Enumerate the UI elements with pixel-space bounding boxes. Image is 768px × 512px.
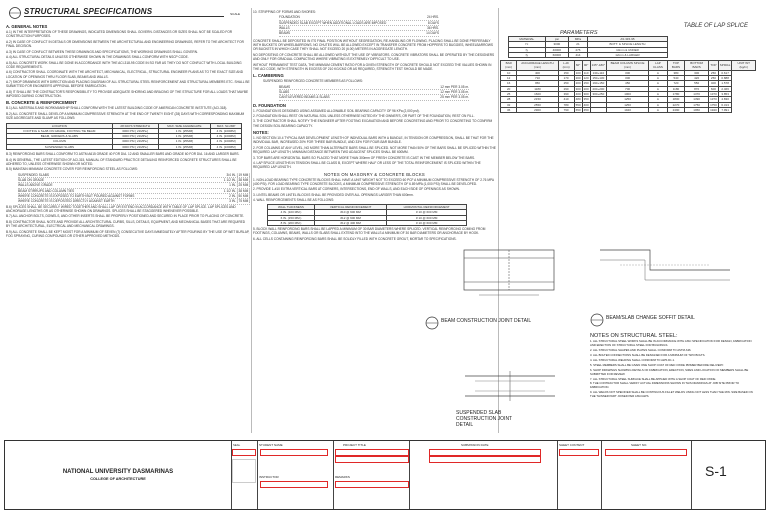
- masonry-note: 5. BLOCK WALL REINFORCING BARS SHALL BE LAPPED A MINIMUM OF 30 BAR DIAMETERS WHERE SPLICED. VERTICAL REINFORCING COMING FROM FOOTINGS, COLUMNS, BEAMS, WALLS OR SLABS SHALL EXTEND INTO THE WALLS A MINIMUM OF 30 BAR DIAMETERS OR ANCHORAGE BY HOOK.: [253, 227, 487, 236]
- table-row: 10 400 150 100 110 130+110 300 A 380 300 250 0.617: [501, 70, 756, 75]
- soffit-detail: [590, 230, 740, 310]
- table-header: WALL THICKNESS: [268, 204, 315, 209]
- concrete-note: B.6) SPLICES SHALL BE SECURELY WIRED TOGETHER AND SHALL LAP OR EXTEND IN ACCORDANCE WITH TABLE OF LAP SPLICE. LAP SPLICES AND ANCHORAGE LENGTHS OR AS OTHERWISE SHOWN ON DRAWINGS. SPLICES SHALL BE STAGGERED WHENEVER POSSIBLE.: [6, 204, 237, 213]
- camber-row: CANTILEVERED BEAMS & SLABS 25 mm PER 3.05 m.: [279, 95, 469, 100]
- foundation-note: 3. THE CONTRACTOR SHALL NOTIFY THE ENGINEER AFTER FOOTING EXCAVATION AND BEFORE CONCRETING AND PRIOR TO CONCRETING TO CONFIRM THE DESIGN SOIL BEARING CAPACITY.: [253, 119, 494, 128]
- general-note: A.3) IN CASE OF CONFLICT BETWEEN THESE DRAWINGS AND SPECIFICATIONS, THE WORKING DRAWINGS SHALL GOVERN.: [6, 49, 198, 54]
- table-row: BEAM, GIRDERS & SLABS 3000 PSI [ 21MPa ] 1 IN. [25MM] 4 IN. [100MM]: [7, 134, 242, 139]
- general-note: A.5) ALL CONCRETE WORK SHALL BE DONE IN ACCORDANCE WITH THE ACI-318-95 CODE IN SO FAR AS THEY DO NOT CONFLICT WITH LOCAL BUILDING CODE REQUIREMENTS.: [6, 60, 243, 69]
- beam-joint-label: BEAM CONSTRUCTION JOINT DETAIL: [425, 316, 545, 330]
- student-cell: STUDENT NAME INSTRUCTOR: [257, 441, 334, 509]
- development-note: 4. LAP SPLICE LENGTHS IN TENSION SHALL BE CLASS B, EXCEPT WHERE HALF OR LESS OF THE TOTAL REINFORCEMENT IS SPLICED WITHIN THE REQUIRED LAP LENGTH.: [253, 161, 482, 170]
- sheet-content-cell: SHEET CONTENT: [557, 441, 602, 509]
- concrete-note: B.1) ALL MATERIALS AND WORKMANSHIP SHALL CONFORM WITH THE LATEST BUILDING CODE OF AMERICAN CONCRETE INSTITUTE (ACI-318).: [6, 106, 228, 111]
- sheet-no-cell: SHEET NO.: [601, 441, 692, 509]
- sheet-header: [8, 6, 248, 20]
- cover-row: SUSPENDED SLABS 3/4 IN. [ 19 MM ]: [18, 172, 250, 177]
- drawing-mark-icon: [8, 6, 22, 20]
- table-row: 20 1180 290 300 200 200+200 700 A 1180 870 600 2.466: [501, 86, 756, 91]
- table-row: 32 2550 780 550 400 1250 A 2270 1750 1750 6.313: [501, 102, 756, 107]
- foundation-list: [253, 109, 496, 129]
- concrete-cover-list: [6, 173, 250, 205]
- camber-subtitle: SUSPENDED REINFORCED CONCRETE MEMBERS AS FOLLOWS:: [263, 79, 363, 84]
- concrete-note: B.9) ALL CONCRETE SHALL BE KEPT MOIST FOR A MINIMUM OF SEVEN (7) CONSECUTIVE DAYS IMMEDIATELY AFTER POURING BY THE USE OF WET BURLAP, FOG SPRAYING, CURING COMPOUNDS OR OTHER APPROVED METHODS.: [6, 229, 251, 238]
- lap-table-title: TABLE OF LAP SPLICE: [683, 23, 748, 29]
- table-header: TOP: [709, 61, 719, 71]
- table-header: ANCHORAGE LENGTH (mm): [517, 61, 558, 71]
- project-title-field-2[interactable]: [335, 456, 409, 463]
- wall-reinforcement-table: [267, 204, 467, 226]
- development-note: 1. NO SECTION 10.4 TYPICAL BAR DEVELOPMENT LENGTH OF INDIVIDUAL BARS WITH A BUNDLE, IN TENSION OR COMPRESSION, SHALL BE THAT FOR THE INDIVIDUAL BAR, INCREASED 20% FOR THREE BAR BUNDLE, AND 33% FOR FOUR-BAR BUNDLE.: [253, 136, 495, 145]
- placing-notes: [253, 39, 496, 71]
- table-header: MATERIAL: [509, 37, 546, 42]
- stripping-row: FOUNDATION 24 HRS.: [279, 15, 439, 20]
- general-note: A.8) IT SHALL BE THE CONTRACTOR'S RESPONSIBILITY TO PROVIDE ADEQUATE SHORING AND BRACING OF THE STRUCTURE FOR ALL LOADS THAT MAYBE IMPOSED DURING CONSTRUCTION.: [6, 89, 250, 99]
- slab-joint-label: SUSPENDED SLAB CONSTRUCTION JOINT DETAIL: [456, 410, 513, 428]
- table-header: LOCATION: [7, 123, 113, 128]
- table-header: psi: [545, 37, 568, 42]
- table-header: L.dh (mm): [558, 61, 574, 71]
- table-header: MAX. SLUMP: [211, 123, 242, 128]
- table-header: VERTICAL REINFORCEMENT: [314, 204, 386, 209]
- steel-note: 3. ALL BOLTED CONNECTIONS SHALL BE DESIGNED FOR A MINIMUM OF TWO BOLTS.: [590, 352, 706, 357]
- seal-cell: SEAL: [231, 441, 258, 509]
- parameters-table: [508, 36, 668, 58]
- table-header: AS 315-95: [587, 37, 667, 42]
- table-header: BOTTOM BARS: [685, 61, 709, 71]
- table-row: 12 710 170 200 120 150+130 300 A 540 420 250 0.888: [501, 76, 756, 81]
- section-heading-foundation: D. FOUNDATION: [253, 102, 286, 108]
- camber-row: BEAMS 12 mm PER 3.05 m.: [279, 84, 469, 89]
- project-title-field[interactable]: [335, 449, 409, 456]
- concrete-notes-list: [6, 106, 250, 120]
- general-note: A.4) ALL STRUCTURAL DETAILS UNLESS OTHERWISE SHOWN IN THE DRAWINGS SHALL CONFORM WITH NSCP CODE.: [6, 55, 189, 60]
- table-row: COLUMN 3000 PSI [ 21MPa ] 1 IN. [25MM] 4 IN. [100MM]: [7, 139, 242, 144]
- table-header: 60°: [574, 61, 582, 71]
- steel-note: 8. THE CONTRACTOR SHALL VERIFY ACTUAL DIMENSIONS SHOWN IN THIS DRAWINGS AT JOB SITE PRIOR TO FABRICATION.: [590, 381, 740, 390]
- development-note: 2. FOR COLUMNS AT ANY LEVEL, NO MORE THAN ALTERNATE BARS SHALL BE SPLICED. NOT MORE THAN 50% OF THE BARS SHALL BE SPLICED WITHIN THE REQUIRED LAP LENGTH, MINIMUM DISTANCE BETWEEN TWO ADJACENT SPLICES SHALL BE 600MM.: [253, 145, 497, 155]
- section-heading-notes: NOTES:: [253, 130, 269, 136]
- table-row: 16 950 250 200 150 190+150 450 A 720 550 400 1.578: [501, 81, 756, 86]
- table-header: BEAM COLUMN SPLICE (mm): [607, 61, 649, 71]
- school-cell: [5, 441, 232, 509]
- school-name: NATIONAL UNIVERSITY DASMARINAS: [62, 469, 174, 475]
- submission-date-field-2[interactable]: [429, 456, 541, 463]
- concrete-notes-list-3: [6, 205, 250, 239]
- steel-notes-list: [590, 340, 758, 399]
- lap-splice-table: [500, 60, 756, 113]
- section-marker-icon: [590, 313, 604, 327]
- scale-label: SCALE: [230, 12, 240, 16]
- sheet-id: S-1: [705, 463, 727, 479]
- masonry-note: 6. ALL CELLS CONTAINING REINFORCING BARS SHALL BE SOLIDLY FILLED WITH CONCRETE GROUT, MORTAR TO SPECIFICATIONS.: [253, 236, 457, 241]
- table-header: UNIT WT (kg/m): [732, 61, 756, 71]
- table-row: 25 1600 390 400 300 300+250 1000 A 1780 1370 1370 3.853: [501, 91, 756, 96]
- remarks-field[interactable]: [335, 481, 409, 488]
- table-header: HORIZONTAL REINFORCEMENT: [387, 204, 467, 209]
- stripping-row: SUSPENDED SLAB EXCEPT WHEN ADDITIONAL LOADS ARE IMPOSED 8 DAYS: [279, 20, 439, 25]
- concrete-strength-table: [6, 123, 242, 150]
- placing-note: WITHOUT PERMANENT TEST DATA, THE MINIMUM CEMENT RATIO FOR A GIVEN STRENGTH OF CONCRETE SHOULD NOT EXCEED THE VALUES SHOWN IN THE ACI CODE, WITH STRENGTH IN EXCESS OF 210 KG/CM2 OR AS REQUIRED, STRENGTH TEST SHOULD BE MADE.: [253, 62, 493, 71]
- student-name-field[interactable]: [260, 449, 328, 456]
- steel-note: 2. ALL STRUCTURAL SHAPES AND PLATES SHALL CONFORM TO ASTM A36.: [590, 347, 692, 352]
- concrete-note: B.2) ALL CONCRETE SHALL DEVELOP A MINIMUM COMPRESSIVE STRENGTH AT THE END OF TWENTY EIGHT (28) DAYS WITH CORRESPONDING MAXIMUM SIZE AGGREGATE AND SLUMP AS FOLLOWS:: [6, 111, 246, 121]
- table-header: MAX. SIZE AGGREGATE: [158, 123, 211, 128]
- seal-notes: [232, 459, 256, 483]
- steel-note: 9. ALL WELDS NOT SPECIFIED SHALL BE CONTINUOUS FILLET WELDS USING NOT LESS THAN THE MIN. SIZE BASED ON THE THINNER PART JOINED PER AISC/AWS.: [590, 390, 754, 399]
- placing-note: CONCRETE SHALL BE DEPOSITED IN ITS FINAL POSITION WITHOUT SEGREGATION, RE-HANDLING OR FLOWING. PLACING SHALL BE DONE PREFERABLY WITH BUCKETS OR WHEELBARROWS. NO CHUTES WILL BE ALLOWED EXCEPT IN TRANSFER CONCRETE FROM HOPPERS TO BUGGIES, WHEELBARROWS OR BUCKETS IN WHICH CASE THEY SHALL NOT EXCEED 20 (6.00) METERS IN AGGREGATE LENGTH.: [253, 38, 494, 52]
- section-marker-icon: [425, 316, 439, 330]
- concrete-note: B.4) IN GENERAL, THE LATEST EDITION OF ACI-315, MANUAL OF STANDARD PRACTICE DETAILING REINFORCED CONCRETE STRUCTURES SHALL BE ADHERED TO, UNLESS OTHERWISE SHOWN OR NOTED.: [6, 157, 238, 166]
- column-divider: [251, 8, 252, 433]
- section-heading-camber: L. CAMBERING: [253, 73, 284, 79]
- steel-heading: NOTES ON STRUCTURAL STEEL:: [590, 333, 678, 339]
- submission-cell: SUBMISSION DATE: [409, 441, 558, 509]
- submission-date-field[interactable]: [429, 449, 541, 456]
- section-heading-masonry: NOTES ON MASONRY & CONCRETE BLOCKS: [323, 171, 426, 177]
- cover-row: BEAM STIRRUPS AND COLUMN TIES 1 1/2 IN. [ 38 MM ]: [18, 188, 250, 193]
- placing-note: NO DEPOSITING OF CONCRETE SHALL BE ALLOWED WITHOUT THE USE OF VIBRATORS. CONCRETE VIBRATORS SHALL BE OPERATED BY THE DESIGNERS AND ONLY FOR GRADUAL COMPACTING WHERE VIBRATING IS EXTREMELY DIFFICULT TO USE.: [253, 52, 495, 62]
- masonry-note: 4. WALL REINFORCEMENTS SHALL BE AS FOLLOWS:: [253, 198, 335, 203]
- table-row: fy 60000 414 12mm & LARGER: [509, 52, 668, 57]
- concrete-note: B.3) REINFORCING BARS SHALL CONFORM TO ASTM A615 GRADE 40 FOR DIA. 12 AND SMALLER BARS AND GRADE 60 FOR DIA. 16 AND LARGER BARS.: [6, 152, 240, 157]
- seal-field[interactable]: [232, 449, 256, 456]
- general-notes-list: [6, 30, 250, 98]
- stripping-list: [253, 15, 439, 36]
- steel-note: 1. ALL STRUCTURAL STEEL WORKS SHALL BE IN ACCORDANCE WITH AISC SPECIFICATION FOR DESIGN, FABRICATION AND ERECTION OF STRUCTURAL STEEL FOR BUILDINGS.: [590, 339, 753, 347]
- page-title: STRUCTURAL SPECIFICATIONS: [24, 7, 153, 16]
- table-row: SUSPENDED SLABS 3000 PSI [ 21MPa ] 1 IN. [25MM] 4 IN. [100MM]: [7, 144, 242, 149]
- stripping-heading: 10. STRIPPING OF FORMS AND SHORES:: [253, 10, 316, 14]
- table-header: 28 DAYS STRENGTH: [112, 123, 158, 128]
- general-note: A.7) SHOP DRAWINGS WITH DIRECTION AND PLACING DIAGRAM OF ALL STRUCTURAL STEEL REINFORCEMENT AND STRUCTURAL MEMBERS ETC. SHALL BE SUBMITTED FOR ENGINEER'S APPROVAL BEFORE FABRICATION.: [6, 80, 251, 89]
- masonry-list: [253, 178, 496, 203]
- stripping-row: BEAMS 14 DAYS: [279, 31, 439, 36]
- table-header: LAP CLASS: [649, 61, 668, 71]
- camber-list: [253, 85, 469, 101]
- section-heading-concrete: B. CONCRETE & REINFORCEMENT: [6, 100, 77, 106]
- table-header: TOP BARS: [667, 61, 684, 71]
- foundation-note: 2. FOUNDATION SHALL REST ON NATURAL SOIL UNLESS OTHERWISE NOTED BY THE OWNER'S, OR PART OF THE FOUNDATION, REST ON FILL.: [253, 113, 475, 118]
- steel-notes: [590, 333, 758, 400]
- camber-row: SLABS 12 mm PER 3.05 m.: [279, 89, 469, 94]
- parameters-title: PARAMETERS: [560, 30, 598, 36]
- table-row: fy 40000 276 10mm & UNDER: [509, 47, 668, 52]
- general-note: A.2) IN CASE OF CONFLICT IN DETAILS OR DIMENSIONS BETWEEN THE ARCHITECTURAL AND ENGINEERING DRAWINGS, REFER TO THE ARCHITECT FOR FINAL DECISION.: [6, 39, 245, 49]
- concrete-note: B.5) MAINTAIN MINIMUM CONCRETE COVER FOR REINFORCING STEEL AS FOLLOWS:: [6, 167, 138, 172]
- table-row: FOOTING & SLAB ON GRADE, FOOTING TIE BEAM 3000 PSI [ 21MPa ] 1 IN. [25MM] 4 IN. [100MM]: [7, 128, 242, 133]
- cover-row: WHERE CONCRETE IS DEPOSITED DIRECTLY AGAINST EARTH 3 IN. [ 75 MM ]: [18, 199, 250, 204]
- masonry-note: 2. PROVIDE 1-#10 EXTRA VERTICAL BARS AT CORNERS, INTERSECTIONS, END OF WALLS, AND EACH SIDE OF OPENINGS AS SHOWN.: [253, 187, 460, 192]
- table-header: MPa: [569, 37, 588, 42]
- sheet-no-field[interactable]: [605, 449, 687, 456]
- steel-note: 5. STEEL MEMBERS SHALL BE GIVEN ONE SHOP COAT OF RED OXIDE PRIMER BEFORE DELIVERY.: [590, 362, 724, 367]
- general-note: A.6) CONTRACTOR SHALL COORDINATE WITH THE ARCHITECT, MECHANICAL, ELECTRICAL, STRUCTURAL ENGINEER PLANS AS TO THE EXACT SIZE AND LOCATION OF OPENINGS THRU FLOOR SLAB, BEAMS AND WALLS.: [6, 70, 244, 79]
- instructor-field[interactable]: [260, 481, 328, 488]
- table-row: f'c 3000 21 BOTT. & SPLICE LENGTH: [509, 42, 668, 47]
- cover-row: WALLS ABOVE GRADE 1 IN. [ 25 MM ]: [18, 183, 250, 188]
- development-note: 3. TOP BARS ARE HORIZONTAL BARS SO PLACED THAT MORE THAN 300mm OF FRESH CONCRETE IS CAST IN THE MEMBER BELOW THE BARS.: [253, 155, 476, 160]
- table-row: 6 IN. (150 MM.) #12 @ 600 MM # 10 @ 600 MM: [268, 215, 467, 220]
- table-header: BAR (mm): [501, 61, 517, 71]
- masonry-note: 3. LINTEL BEAMS OR LINTEL BLOCKS SHALL BE PROVIDED OVER ALL OPENINGS LARGER THAN 600mm.: [253, 192, 414, 197]
- table-row: 8 IN. (200 MM.) #12 @ 400 MM # 10 @ 600 MM: [268, 220, 467, 225]
- concrete-notes-list-2: [6, 152, 250, 172]
- table-header: 90°: [582, 61, 590, 71]
- table-header: SPIRAL: [718, 61, 732, 71]
- general-note: A.1) IN THE INTERPRETATION OF THESE DRAWINGS, INDICATED DIMENSIONS SHALL GOVERN. DISTANCES OR SIZES SHALL NOT BE SCALED FOR CONSTRUCTION PURPOSES.: [6, 30, 233, 39]
- table-row: 36 2900 790 650 450 1940 A 2490 1950 1940 7.991: [501, 107, 756, 112]
- foundation-note: 1. FOUNDATION IS DESIGNED USING ASSUMED ALLOWABLE SOIL BEARING CAPACITY OF 96 KPa (2,000 psf).: [253, 108, 420, 113]
- sheet-content-field[interactable]: [559, 449, 599, 456]
- steel-note: 6. SHOP DRAWINGS SHOWING DETAILS OF FABRICATION, ERECTION, SIZES AND LOCATION OF MEMBERS SHALL BE SUBMITTED FOR REVIEW.: [590, 367, 750, 376]
- cover-row: SLAB ON GRADE 1 1/2 IN. [ 38 MM ]: [18, 178, 250, 183]
- column-general-concrete: [6, 22, 250, 437]
- table-row: 4 IN. (100 MM.) #10 @ 600 MM # 10 @ 600 MM: [268, 210, 467, 215]
- project-cell: PROJECT TITLE REMARKS: [333, 441, 410, 509]
- college-name: COLLEGE OF ARCHITECTURE: [90, 477, 146, 481]
- masonry-note: 1. NON-LOAD BEARING TYPE CONCRETE BLOCKS SHALL HAVE A UNIT WEIGHT NOT TO EXCEED 60 PCF A MINIMUM COMPRESSIVE STRENGTH OF 2.76 MPA (400 PSI). FOR LOAD BEARING TYPE CONCRETE BLOCKS, A MINIMUM COMPRESSIVE STRENGTH OF 6.89 MPA (1,000 PSI) SHALL BE DEVELOPED.: [253, 177, 495, 186]
- concrete-note: B.8) CONTRACTOR SHALL NOTE AND PROVIDE ALL ARCHITECTURAL CURBS, SILLS, DETAILS, EQUIPMENT, AND MECHANICAL BASES THAT ARE REQUIRED BY THE ARCHITECTURAL, ELECTRICAL AND MECHANICAL DRAWINGS.: [6, 219, 246, 229]
- table-header: 135°-180°: [590, 61, 606, 71]
- development-notes-list: [253, 136, 496, 170]
- stripping-row: WALLS 36 HRS.: [279, 26, 439, 31]
- soffit-label: BEAM/SLAB CHANGE SOFFIT DETAIL: [590, 313, 760, 327]
- table-row: 28 2150 410 480 350 1250 A 1800 1390 1370 4.830: [501, 97, 756, 102]
- concrete-note: B.7) ALL ANCHOR BOLTS, DOWELS, AND OTHER INSERTS SHALL BE PROPERLY POSITIONED AND SECURED IN PLACE PRIOR TO PLACING OF CONCRETE.: [6, 214, 245, 219]
- cover-row: WHERE CONCRETE IS EXPOSED TO EARTH BUT POURED AGAINST FORMS 2 IN. [ 50 MM ]: [18, 193, 250, 198]
- steel-note: 4. ALL STRUCTURAL WELDING SHALL CONFORM TO AWS D1.1.: [590, 357, 675, 362]
- section-heading-general: A. GENERAL NOTES: [6, 24, 48, 29]
- title-block: [4, 440, 766, 510]
- steel-note: 7. ALL STRUCTURAL STEEL SURFACE SHALL BE APPLIED WITH A SHOP COAT OF RED OXIDE.: [590, 376, 717, 381]
